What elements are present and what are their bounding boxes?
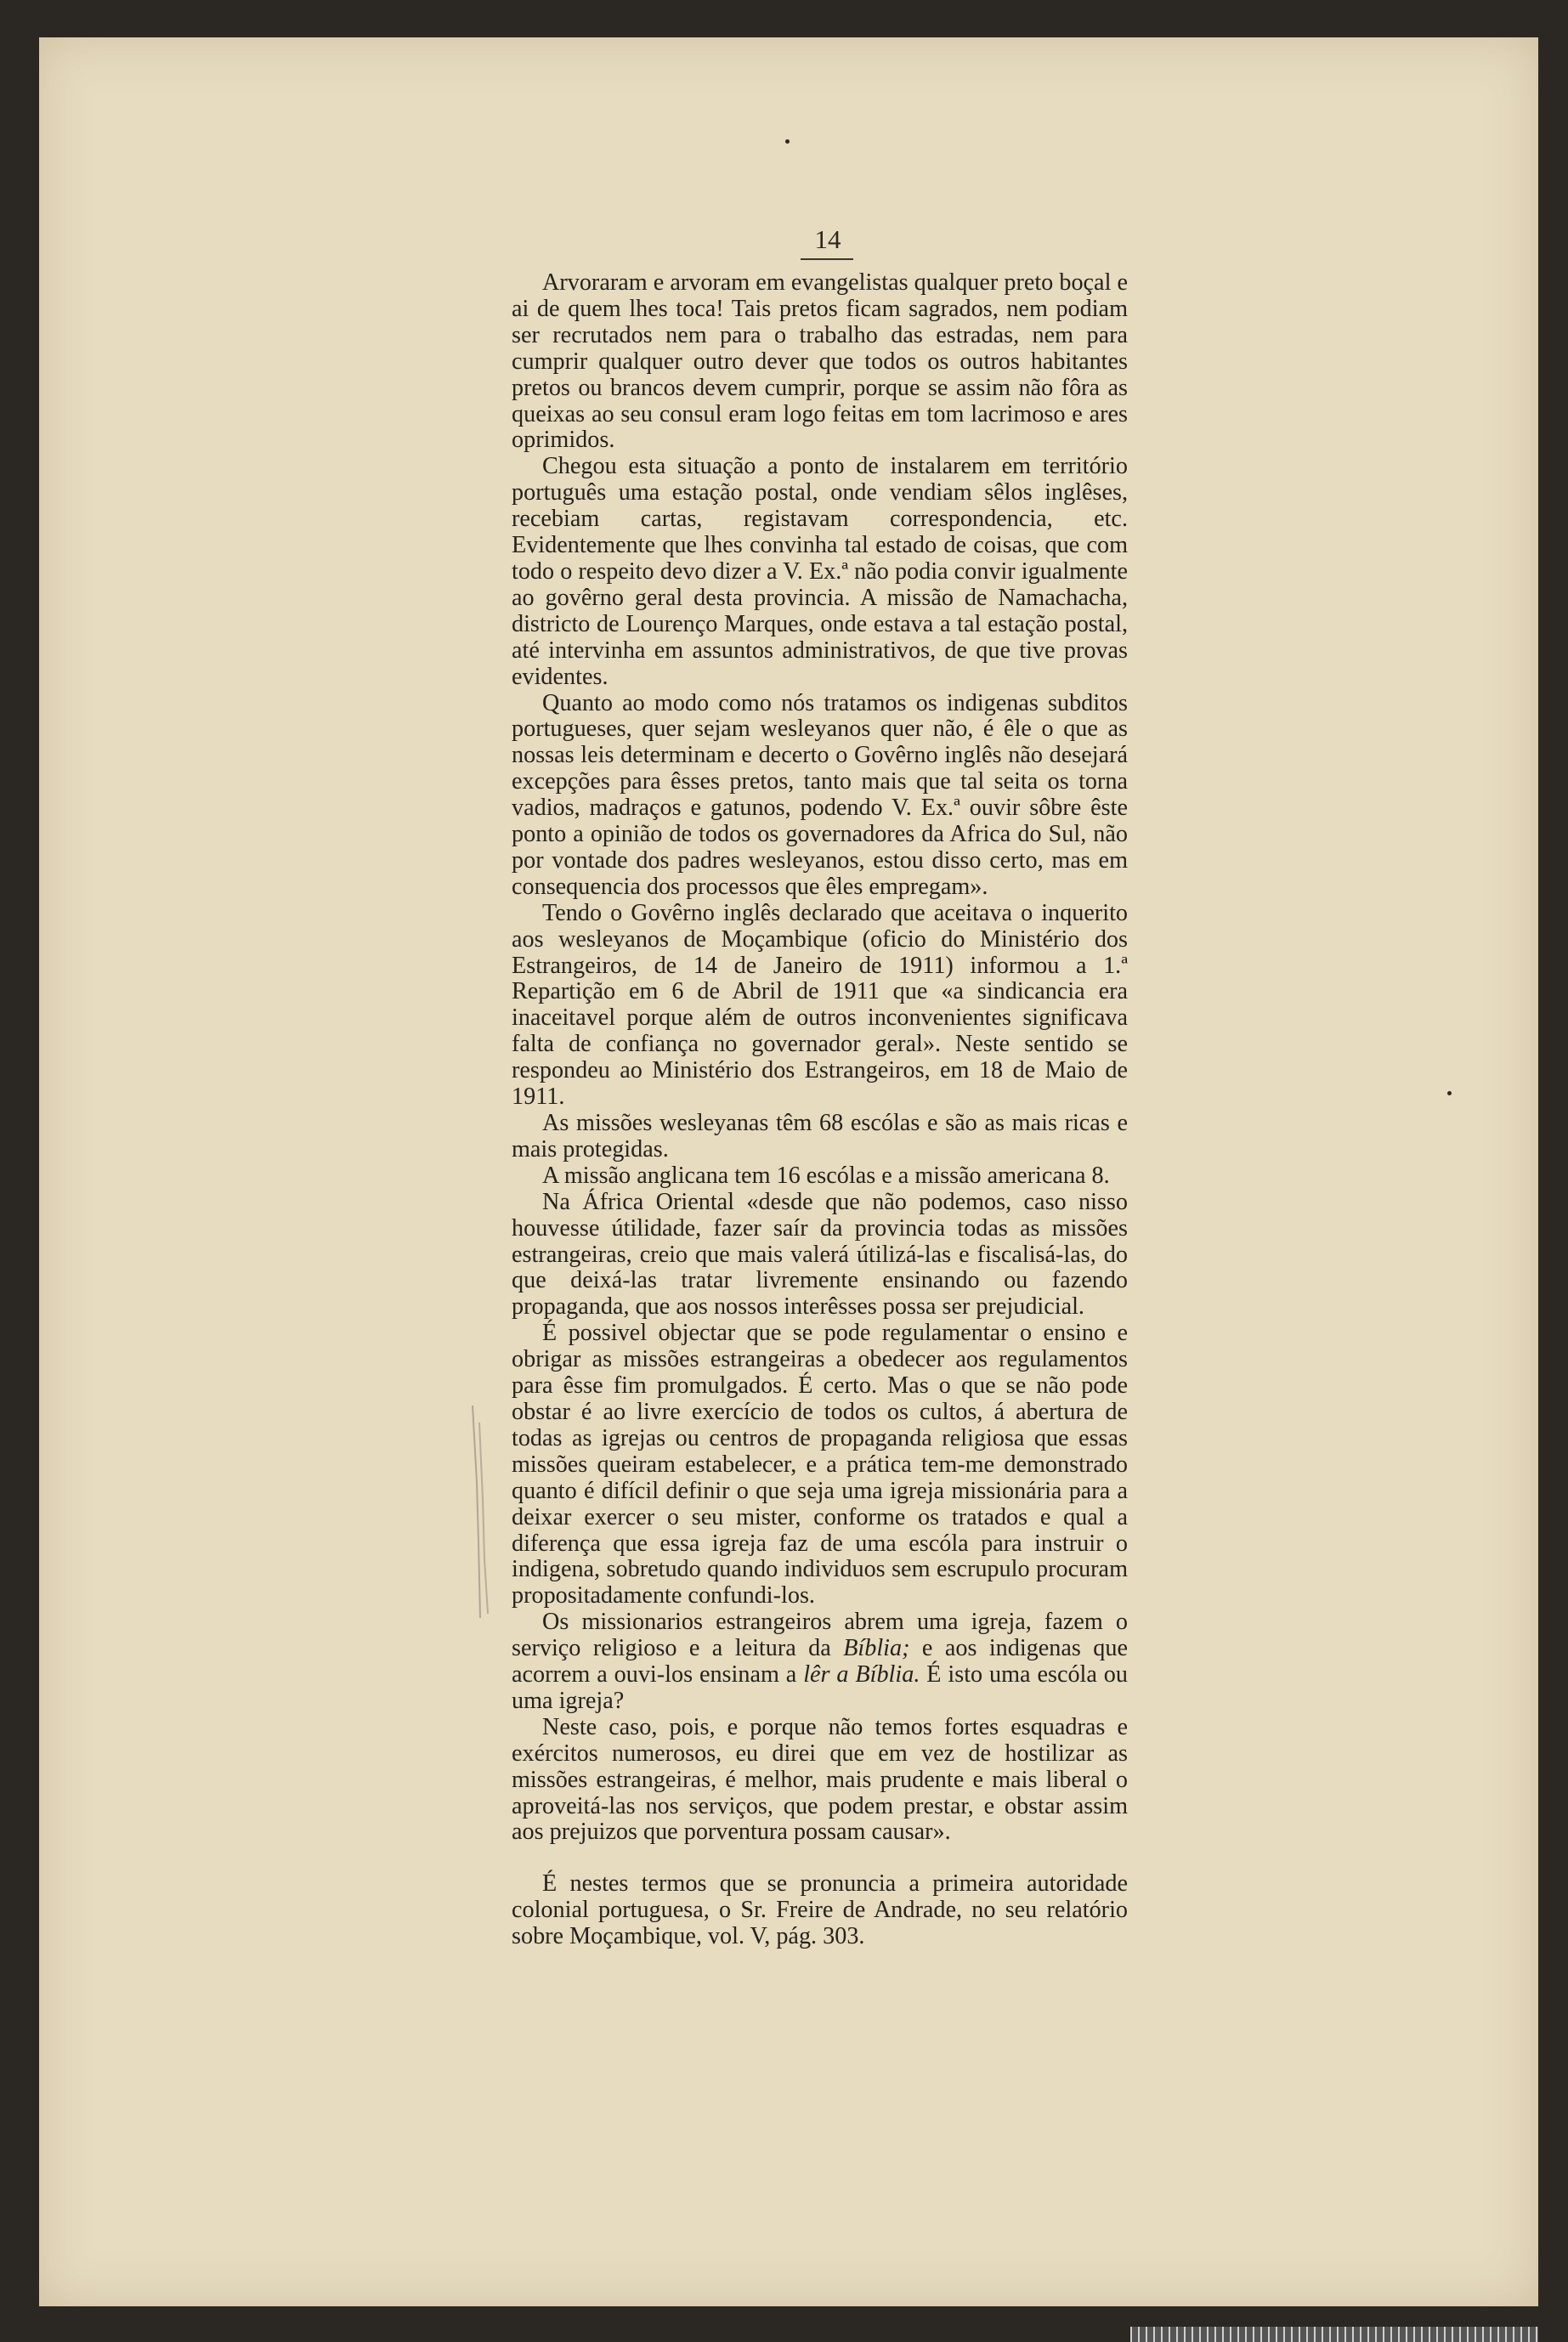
scale-ruler [1130,2327,1538,2342]
paragraph-3: Quanto ao modo como nós tratamos os indigenas subditos portugueses, quer sejam wesleyanos quer não, é êle o que as nossas leis determinam e decerto o Govêrno inglês não desejará excepções para êsses pretos, tanto mais que tal seita os torna vadios, madraços e gatunos, podendo V. Ex.ª ouvir sôbre êste ponto a opinião de todos os governadores da Africa do Sul, não por vontade dos padres wesleyanos, estou disso certo, mas em consequencia dos processos que êles empregam». [512,689,1128,900]
paragraph-1: Arvoraram e arvoram em evangelistas qualquer preto boçal e ai de quem lhes toca! Tais pretos ficam sagrados, nem podiam ser recrutados nem para o trabalho das estradas, nem para cumprir qualquer outro dever que todos os outros habitantes pretos ou brancos devem cumprir, porque se assim não fôra as queixas ao seu consul eram logo feitas em tom lacrimoso e ares oprimidos. [512,269,1128,454]
paragraph-7: Na África Oriental «desde que não podemos, caso nisso houvesse útilidade, fazer saír da provincia todas as missões estrangeiras, creio que mais valerá útilizá-las e fiscalisá-las, do que deixá-las tratar livremente ensinando ou fazendo propaganda, que aos nossos interêsses possa ser prejudicial. [512,1188,1128,1321]
paragraph-10: Neste caso, pois, e porque não temos fortes esquadras e exércitos numerosos, eu direi que em vez de hostilizar as missões estrangeiras, é melhor, mais prudente e mais liberal o aproveitá-las nos serviços, que podem prestar, e obstar assim aos prejuizos que porventura possam causar». [512,1713,1128,1846]
biblia-italic-1: Bíblia; [843,1635,910,1662]
paragraph-9 [512,1609,1128,1715]
page-number: 14 [814,224,841,254]
pencil-margin-mark [469,1406,491,1618]
paragraph-2: Chegou esta situação a ponto de instalarem em território português uma estação postal, onde vendiam sêlos inglêses, recebiam cartas, registavam correspondencia, etc. Evidentemente que lhes convinha tal estado de coisas, que com todo o respeito devo dizer a V. Ex.ª não podia convir igualmente ao govêrno geral desta provincia. A missão de Namachacha, districto de Lourenço Marques, onde estava a tal estação postal, até intervinha em assuntos administrativos, de que tive provas evidentes. [512,453,1128,690]
biblia-italic-2: lêr a Bíblia. [803,1661,920,1689]
paragraph-6: A missão anglicana tem 16 escólas e a missão americana 8. [542,1162,1110,1189]
paragraph-9-part-a: Os missionarios estrangeiros abrem uma igreja, fazem o serviço religioso e a leitura da [512,1609,1128,1662]
paragraph-9-part-b: e aos indigenas que acorrem a ouvi-los ensinam a [512,1635,1128,1689]
paragraph-5: As missões wesleyanas têm 68 escólas e são as mais ricas e mais protegidas. [512,1110,1128,1163]
paragraph-4: Tendo o Govêrno inglês declarado que aceitava o inquerito aos wesleyanos de Moçambique (oficio do Ministério dos Estrangeiros, de 14 de Janeiro de 1911) informou a 1.ª Repartição em 6 de Abril de 1911 que «a sindicancia era inaceitavel porque além de outros inconvenientes significava falta de confiança no governador geral». Neste sentido se respondeu ao Ministério dos Estrangeiros, em 18 de Maio de 1911. [512,899,1128,1111]
page-number-rule [801,258,853,260]
paragraph-9-part-c: É isto uma escóla ou uma igreja? [512,1661,1128,1714]
body-text [512,270,1128,1950]
document-page [39,37,1538,2306]
closing-paragraph: É nestes termos que se pronuncia a primeira autoridade colonial portuguesa, o Sr. Freire de Andrade, no seu relatório sobre Moçambique, vol. V, pág. 303. [512,1870,1128,1950]
ink-dot [785,139,790,144]
paragraph-8: É possivel objectar que se pode regulamentar o ensino e obrigar as missões estrangeiras a obedecer aos regulamentos para êsse fim promulgados. É certo. Mas o que se não pode obstar é ao livre exercício de todos os cultos, á abertura de todas as igrejas ou centros de propaganda religiosa que essas missões queiram estabelecer, e a prática tem-me demonstrado quanto é difícil definir o que seja uma igreja missionária para a deixar exercer o seu mister, conforme os tratados e qual a diferença que essa igreja faz de uma escóla para instruir o indigena, sobretudo quando individuos sem escrupulo procuram propositadamente confundi-los. [512,1320,1128,1609]
ink-dot [1447,1091,1452,1095]
